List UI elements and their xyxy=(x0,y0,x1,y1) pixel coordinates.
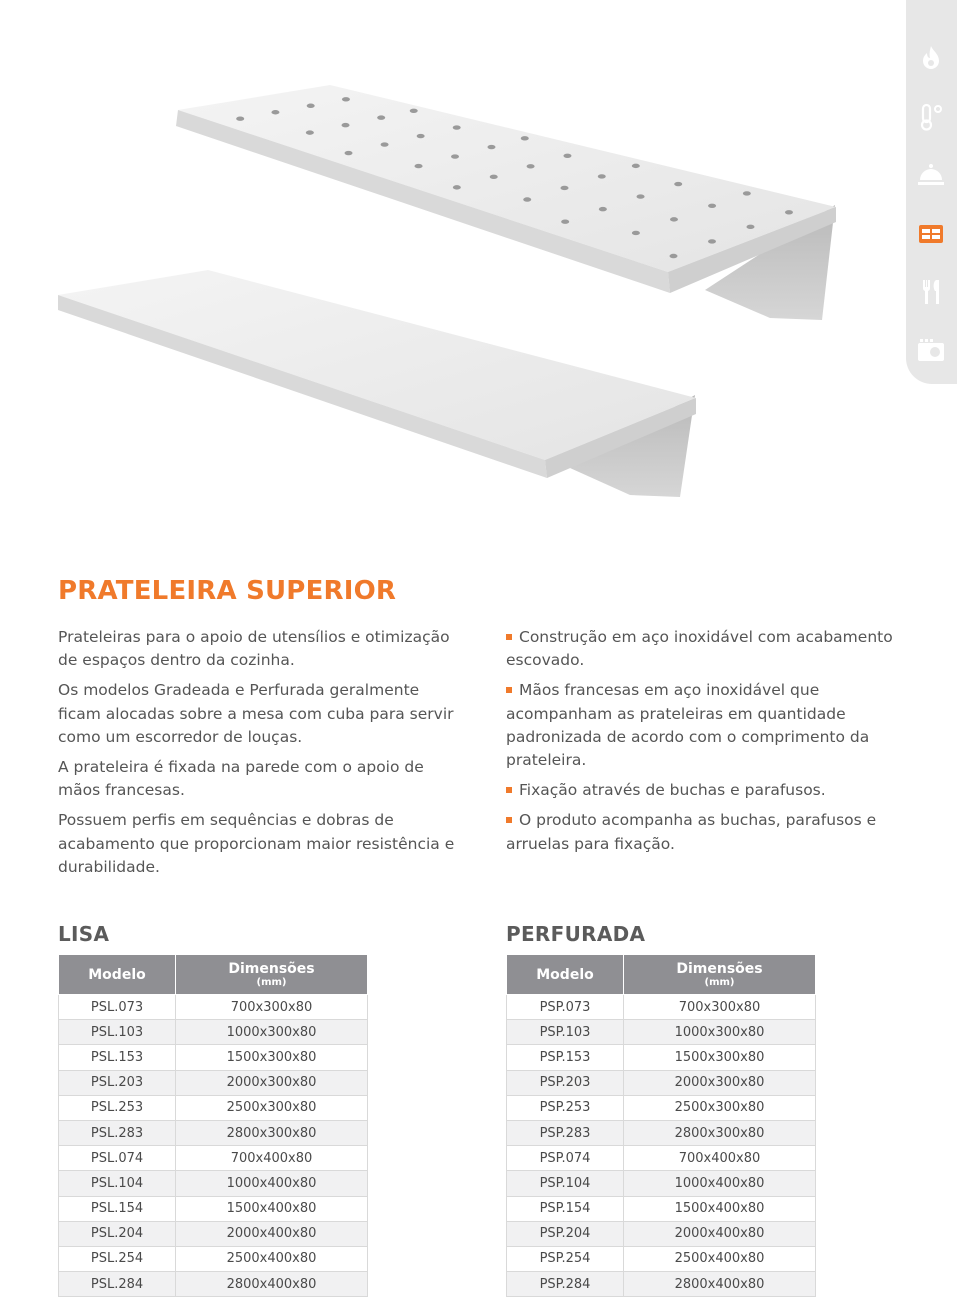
table-row xyxy=(59,1221,368,1246)
perforation-hole xyxy=(342,97,350,101)
perfurada-heading: PERFURADA xyxy=(506,922,646,946)
description-paragraph: Os modelos Gradeada e Perfurada geralmente ficam alocadas sobre a mesa com cuba para servir como um escorredor de louças. xyxy=(58,681,454,746)
page-title: PRATELEIRA SUPERIOR xyxy=(58,576,397,606)
table-row xyxy=(507,1221,816,1246)
model-cell: PSL.253 xyxy=(59,1095,176,1120)
perfurada-table-body xyxy=(507,995,816,1297)
perforation-hole xyxy=(453,125,461,129)
model-cell: PSL.154 xyxy=(59,1196,176,1221)
table-row xyxy=(507,1045,816,1070)
dimensions-header xyxy=(176,955,368,995)
cloche-icon[interactable] xyxy=(914,157,948,191)
table-row xyxy=(507,1146,816,1171)
dimensions-cell: 700x400x80 xyxy=(176,1146,368,1171)
lisa-table-body xyxy=(59,995,368,1297)
dimensions-cell: 2800x300x80 xyxy=(624,1120,816,1145)
feature-bullet: O produto acompanha as buchas, parafusos e arruelas para fixação. xyxy=(506,809,916,855)
perforation-hole xyxy=(708,239,716,243)
table-header-row xyxy=(507,955,816,995)
perforation-hole xyxy=(381,142,389,146)
lisa-table xyxy=(58,954,368,1297)
dimensions-unit: (mm) xyxy=(256,977,287,988)
table-row xyxy=(59,1020,368,1045)
category-rail xyxy=(906,0,957,384)
dimensions-header xyxy=(624,955,816,995)
model-cell: PSP.073 xyxy=(507,995,624,1020)
table-row xyxy=(507,1171,816,1196)
perforation-hole xyxy=(451,154,459,158)
model-header-label: Modelo xyxy=(536,966,594,983)
model-cell: PSL.153 xyxy=(59,1045,176,1070)
model-cell: PSL.254 xyxy=(59,1246,176,1271)
dimensions-cell: 2800x400x80 xyxy=(624,1272,816,1297)
model-cell: PSP.153 xyxy=(507,1045,624,1070)
table-row xyxy=(507,1246,816,1271)
model-cell: PSP.284 xyxy=(507,1272,624,1297)
perforation-hole xyxy=(342,123,350,127)
table-row xyxy=(507,1070,816,1095)
features-column xyxy=(506,626,916,863)
dimensions-cell: 700x300x80 xyxy=(624,995,816,1020)
perforation-hole xyxy=(599,207,607,211)
dimensions-cell: 2000x400x80 xyxy=(176,1221,368,1246)
description-paragraph: Possuem perfis em sequências e dobras de acabamento que proporcionam maior resistência e durabilidade. xyxy=(58,811,455,876)
model-cell: PSP.104 xyxy=(507,1171,624,1196)
model-cell: PSP.103 xyxy=(507,1020,624,1045)
table-row xyxy=(59,1146,368,1171)
dimensions-cell: 1000x400x80 xyxy=(176,1171,368,1196)
feature-bullet: Fixação através de buchas e parafusos. xyxy=(506,779,916,802)
model-header xyxy=(507,955,624,995)
table-row xyxy=(59,1045,368,1070)
table-row xyxy=(59,1070,368,1095)
model-cell: PSL.203 xyxy=(59,1070,176,1095)
perforation-hole xyxy=(527,164,535,168)
model-header xyxy=(59,955,176,995)
dimensions-cell: 2800x300x80 xyxy=(176,1120,368,1145)
dimensions-cell: 2000x300x80 xyxy=(624,1070,816,1095)
perforation-hole xyxy=(453,185,461,189)
dimensions-cell: 2500x300x80 xyxy=(624,1095,816,1120)
model-cell: PSL.073 xyxy=(59,995,176,1020)
table-row xyxy=(59,1120,368,1145)
perforation-hole xyxy=(674,182,682,186)
perforation-hole xyxy=(561,219,569,223)
perforation-hole xyxy=(785,210,793,214)
model-cell: PSP.254 xyxy=(507,1246,624,1271)
table-row xyxy=(507,1272,816,1297)
perforation-hole xyxy=(637,194,645,198)
dimensions-cell: 2500x300x80 xyxy=(176,1095,368,1120)
dimensions-cell: 2500x400x80 xyxy=(624,1246,816,1271)
perforation-hole xyxy=(521,136,529,140)
perforation-hole xyxy=(377,115,385,119)
table-row xyxy=(59,1272,368,1297)
description-column xyxy=(58,626,458,886)
dimensions-cell: 1000x300x80 xyxy=(176,1020,368,1045)
table-row xyxy=(59,1171,368,1196)
feature-bullet: Construção em aço inoxidável com acabamento escovado. xyxy=(506,626,916,672)
perforation-hole xyxy=(746,225,754,229)
table-header-row xyxy=(59,955,368,995)
perforation-hole xyxy=(345,151,353,155)
perforation-hole xyxy=(743,191,751,195)
dimensions-unit: (mm) xyxy=(704,977,735,988)
perforation-hole xyxy=(598,174,606,178)
cutlery-icon[interactable] xyxy=(914,275,948,309)
feature-bullet: Mãos francesas em aço inoxidável que acompanham as prateleiras em quantidade padronizada de acordo com o comprimento da prateleira. xyxy=(506,679,916,772)
description-paragraph: A prateleira é fixada na parede com o apoio de mãos francesas. xyxy=(58,758,424,800)
dimensions-cell: 700x400x80 xyxy=(624,1146,816,1171)
model-cell: PSL.284 xyxy=(59,1272,176,1297)
perforation-hole xyxy=(307,104,315,108)
table-row xyxy=(507,1020,816,1045)
perforation-hole xyxy=(670,254,678,258)
model-cell: PSL.204 xyxy=(59,1221,176,1246)
perforation-hole xyxy=(563,154,571,158)
perforation-hole xyxy=(523,197,531,201)
model-cell: PSL.104 xyxy=(59,1171,176,1196)
table-row xyxy=(59,1095,368,1120)
dimensions-cell: 700x300x80 xyxy=(176,995,368,1020)
dimensions-cell: 1500x300x80 xyxy=(624,1045,816,1070)
thermometer-icon[interactable] xyxy=(914,100,948,134)
table-row xyxy=(507,1120,816,1145)
plain-shelf xyxy=(58,270,696,497)
dimensions-cell: 1000x300x80 xyxy=(624,1020,816,1045)
perforation-hole xyxy=(271,110,279,114)
model-cell: PSP.154 xyxy=(507,1196,624,1221)
perforation-hole xyxy=(560,186,568,190)
perforation-hole xyxy=(415,164,423,168)
dimensions-header-label: Dimensões xyxy=(228,961,315,977)
dimensions-cell: 1000x400x80 xyxy=(624,1171,816,1196)
perfurada-table xyxy=(506,954,816,1297)
perforated-shelf xyxy=(176,85,836,320)
model-cell: PSP.203 xyxy=(507,1070,624,1095)
perforation-hole xyxy=(417,134,425,138)
perforation-hole xyxy=(490,175,498,179)
product-illustration xyxy=(0,0,900,540)
dimensions-header-label: Dimensões xyxy=(676,961,763,977)
perforation-hole xyxy=(632,164,640,168)
model-cell: PSL.103 xyxy=(59,1020,176,1045)
dimensions-cell: 1500x400x80 xyxy=(176,1196,368,1221)
shelf-icon[interactable] xyxy=(914,217,948,251)
perforation-hole xyxy=(632,231,640,235)
dimensions-cell: 2500x400x80 xyxy=(176,1246,368,1271)
perforation-hole xyxy=(410,109,418,113)
table-row xyxy=(59,1196,368,1221)
dimensions-cell: 2800x400x80 xyxy=(176,1272,368,1297)
model-cell: PSL.283 xyxy=(59,1120,176,1145)
perforation-hole xyxy=(236,117,244,121)
table-row xyxy=(59,1246,368,1271)
model-cell: PSP.204 xyxy=(507,1221,624,1246)
dimensions-cell: 1500x300x80 xyxy=(176,1045,368,1070)
description-paragraph: Prateleiras para o apoio de utensílios e otimização de espaços dentro da cozinha. xyxy=(58,628,450,670)
dimensions-cell: 2000x300x80 xyxy=(176,1070,368,1095)
perforation-hole xyxy=(487,145,495,149)
model-cell: PSP.074 xyxy=(507,1146,624,1171)
model-header-label: Modelo xyxy=(88,966,146,983)
flame-icon[interactable] xyxy=(914,41,948,75)
model-cell: PSP.283 xyxy=(507,1120,624,1145)
model-cell: PSP.253 xyxy=(507,1095,624,1120)
lisa-heading: LISA xyxy=(58,922,110,946)
model-cell: PSL.074 xyxy=(59,1146,176,1171)
table-row xyxy=(507,1095,816,1120)
dimensions-cell: 1500x400x80 xyxy=(624,1196,816,1221)
perforation-hole xyxy=(670,217,678,221)
perforation-hole xyxy=(306,130,314,134)
table-row xyxy=(507,995,816,1020)
perforation-hole xyxy=(708,204,716,208)
oven-icon[interactable] xyxy=(914,333,948,367)
dimensions-cell: 2000x400x80 xyxy=(624,1221,816,1246)
table-row xyxy=(507,1196,816,1221)
table-row xyxy=(59,995,368,1020)
